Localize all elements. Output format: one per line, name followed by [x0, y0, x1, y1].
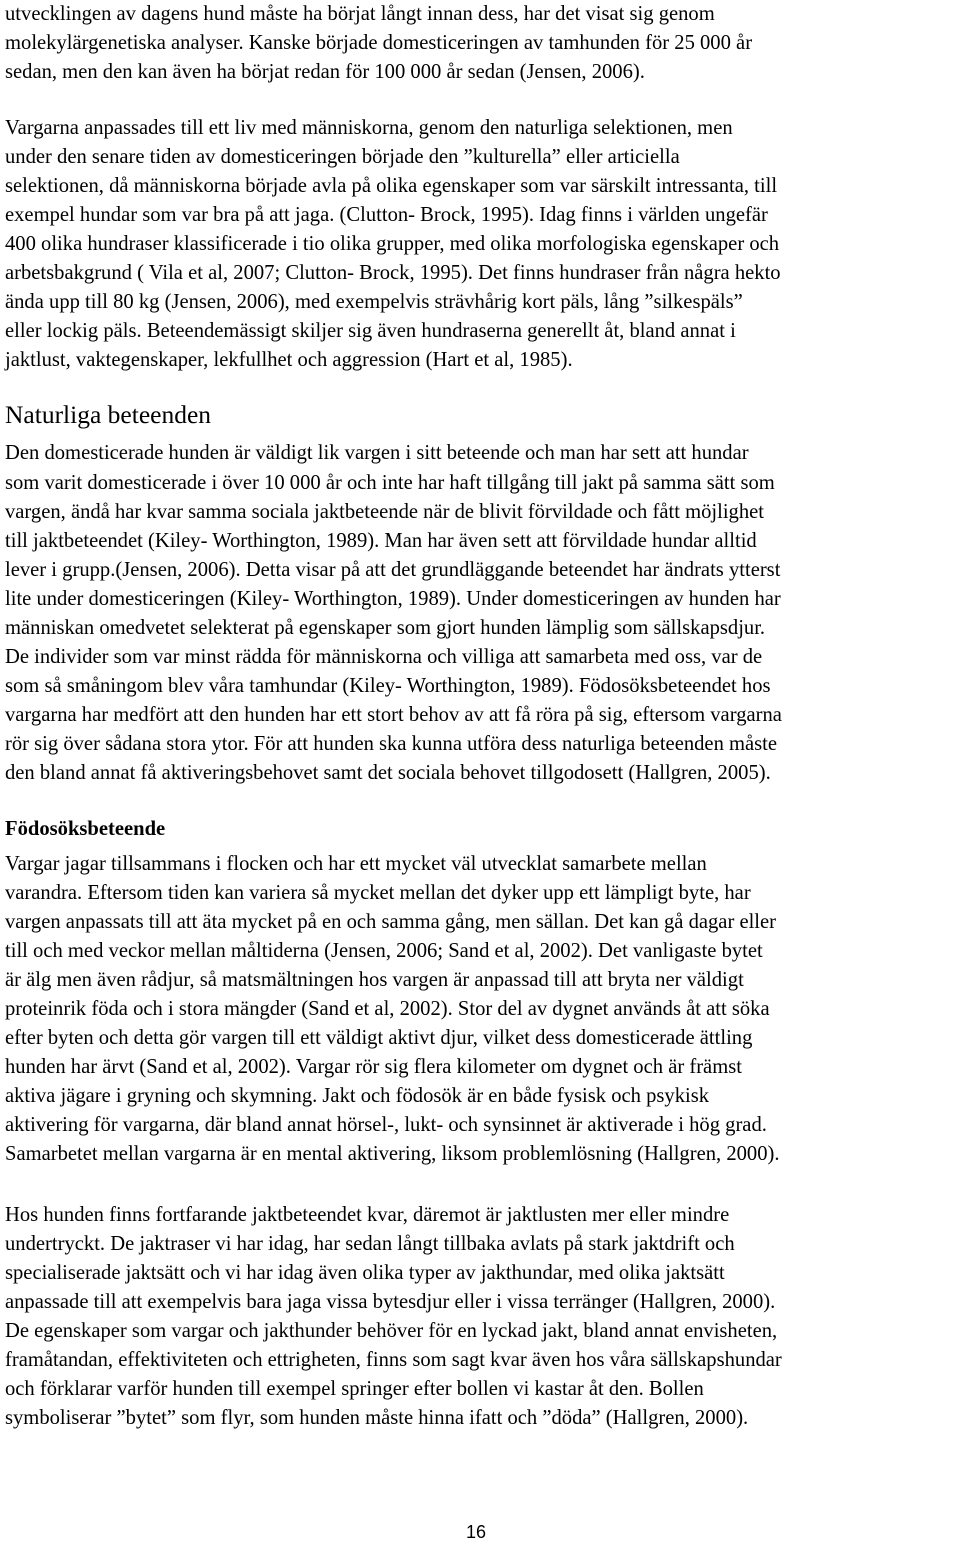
text-line: och förklarar varför hunden till exempel springer efter bollen vi kastar åt den. Bollen	[5, 1378, 704, 1400]
text-line: Den domesticerade hunden är väldigt lik vargen i sitt beteende och man har sett att hundar	[5, 442, 749, 464]
text-line: varandra. Eftersom tiden kan variera så mycket mellan det dyker upp ett lämpligt byte, har	[5, 882, 751, 904]
text-line: lever i grupp.(Jensen, 2006). Detta visar på att det grundläggande beteendet har ändrats ytterst	[5, 559, 781, 581]
text-line: lite under domesticeringen (Kiley- Worthington, 1989). Under domesticeringen av hunden har	[5, 588, 781, 610]
text-line: hunden har ärvt (Sand et al, 2002). Vargar rör sig flera kilometer om dygnet och är främst	[5, 1056, 742, 1078]
text-line: till jaktbeteendet (Kiley- Worthington, 1989). Man har även sett att förvildade hundar alltid	[5, 530, 757, 552]
text-line: framåtandan, effektiviteten och ettrigheten, finns som sagt kvar även hos våra sällskapshundar	[5, 1349, 782, 1371]
text-line: jaktlust, vaktegenskaper, lekfullhet och aggression (Hart et al, 1985).	[5, 349, 573, 371]
text-line: sedan, men den kan även ha börjat redan för 100 000 år sedan (Jensen, 2006).	[5, 61, 645, 83]
text-line: ända upp till 80 kg (Jensen, 2006), med exempelvis strävhårig kort päls, lång ”silkespäls”	[5, 291, 743, 313]
text-line: specialiserade jaktsätt och vi har idag även olika typer av jakthundar, med olika jaktsätt	[5, 1262, 725, 1284]
text-line: 400 olika hundraser klassificerade i tio olika grupper, med olika morfologiska egenskaper och	[5, 233, 780, 255]
text-line: som varit domesticerade i över 10 000 år och inte har haft tillgång till jakt på samma sätt som	[5, 472, 775, 494]
text-line: Samarbetet mellan vargarna är en mental aktivering, liksom problemlösning (Hallgren, 2000).	[5, 1143, 780, 1165]
text-line: människan omedvetet selekterat på egenskaper som gjort hunden lämplig som sällskapsdjur.	[5, 617, 766, 639]
text-line: som så småningom blev våra tamhundar (Kiley- Worthington, 1989). Födosöksbeteendet hos	[5, 675, 771, 697]
text-line: efter byten och detta gör vargen till ett väldigt aktivt djur, vilket dess domesticerade ättling	[5, 1027, 753, 1049]
text-line: utvecklingen av dagens hund måste ha börjat långt innan dess, har det visat sig genom	[5, 3, 715, 25]
page-number: 16	[466, 1522, 487, 1542]
text-line: Vargar jagar tillsammans i flocken och har ett mycket väl utvecklat samarbete mellan	[5, 853, 707, 875]
text-line: rör sig över sådana stora ytor. För att hunden ska kunna utföra dess naturliga beteenden måste	[5, 733, 778, 755]
text-line: Hos hunden finns fortfarande jaktbeteendet kvar, däremot är jaktlusten mer eller mindre	[5, 1204, 730, 1226]
text-line: till och med veckor mellan måltiderna (Jensen, 2006; Sand et al, 2002). Det vanligaste bytet	[5, 940, 763, 962]
section-heading: Naturliga beteenden	[5, 400, 212, 429]
text-line: De egenskaper som vargar och jakthunder behöver för en lyckad jakt, bland annat envisheten,	[5, 1320, 778, 1342]
text-line: vargen, ändå har kvar samma sociala jaktbeteende när de blivit förvildade och fått möjlighet	[5, 501, 765, 523]
text-line: selektionen, då människorna började avla på olika egenskaper som var särskilt intressanta, till	[5, 175, 778, 197]
text-line: De individer som var minst rädda för människorna och villiga att samarbeta med oss, var de	[5, 646, 763, 668]
text-line: aktivering för vargarna, där bland annat hörsel-, lukt- och synsinnet är aktiverade i hög grad.	[5, 1114, 767, 1136]
text-line: molekylärgenetiska analyser. Kanske började domesticeringen av tamhunden för 25 000 år	[5, 32, 753, 54]
text-line: vargen anpassats till att äta mycket på en och samma gång, men sällan. Det kan gå dagar eller	[5, 911, 777, 933]
text-line: eller lockig päls. Beteendemässigt skiljer sig även hundraserna generellt åt, bland annat i	[5, 320, 736, 342]
text-line: undertryckt. De jaktraser vi har idag, har sedan långt tillbaka avlats på stark jaktdrift och	[5, 1233, 735, 1255]
text-line: arbetsbakgrund ( Vila et al, 2007; Clutton- Brock, 1995). Det finns hundraser från några hekto	[5, 262, 781, 284]
text-line: den bland annat få aktiveringsbehovet samt det sociala behovet tillgodosett (Hallgren, 2005).	[5, 762, 771, 784]
text-line: Vargarna anpassades till ett liv med människorna, genom den naturliga selektionen, men	[5, 117, 733, 139]
subsection-heading: Födosöksbeteende	[5, 818, 166, 840]
text-line: anpassade till att exempelvis bara jaga vissa bytesdjur eller i vissa terränger (Hallgren, 2000).	[5, 1291, 776, 1313]
text-line: vargarna har medfört att den hunden har ett stort behov av att få röra på sig, eftersom vargarna	[5, 704, 782, 726]
text-line: exempel hundar som var bra på att jaga. (Clutton- Brock, 1995). Idag finns i världen ungefär	[5, 204, 768, 226]
text-line: är älg men även rådjur, så matsmältningen hos vargen är anpassad till att bryta ner väldigt	[5, 969, 744, 991]
text-line: aktiva jägare i gryning och skymning. Jakt och födosök är en både fysisk och psykisk	[5, 1085, 710, 1107]
text-line: proteinrik föda och i stora mängder (Sand et al, 2002). Stor del av dygnet används åt att söka	[5, 998, 770, 1020]
text-line: under den senare tiden av domesticeringen började den ”kulturella” eller articiella	[5, 146, 680, 168]
text-line: symboliserar ”bytet” som flyr, som hunden måste hinna ifatt och ”döda” (Hallgren, 2000).	[5, 1407, 749, 1429]
